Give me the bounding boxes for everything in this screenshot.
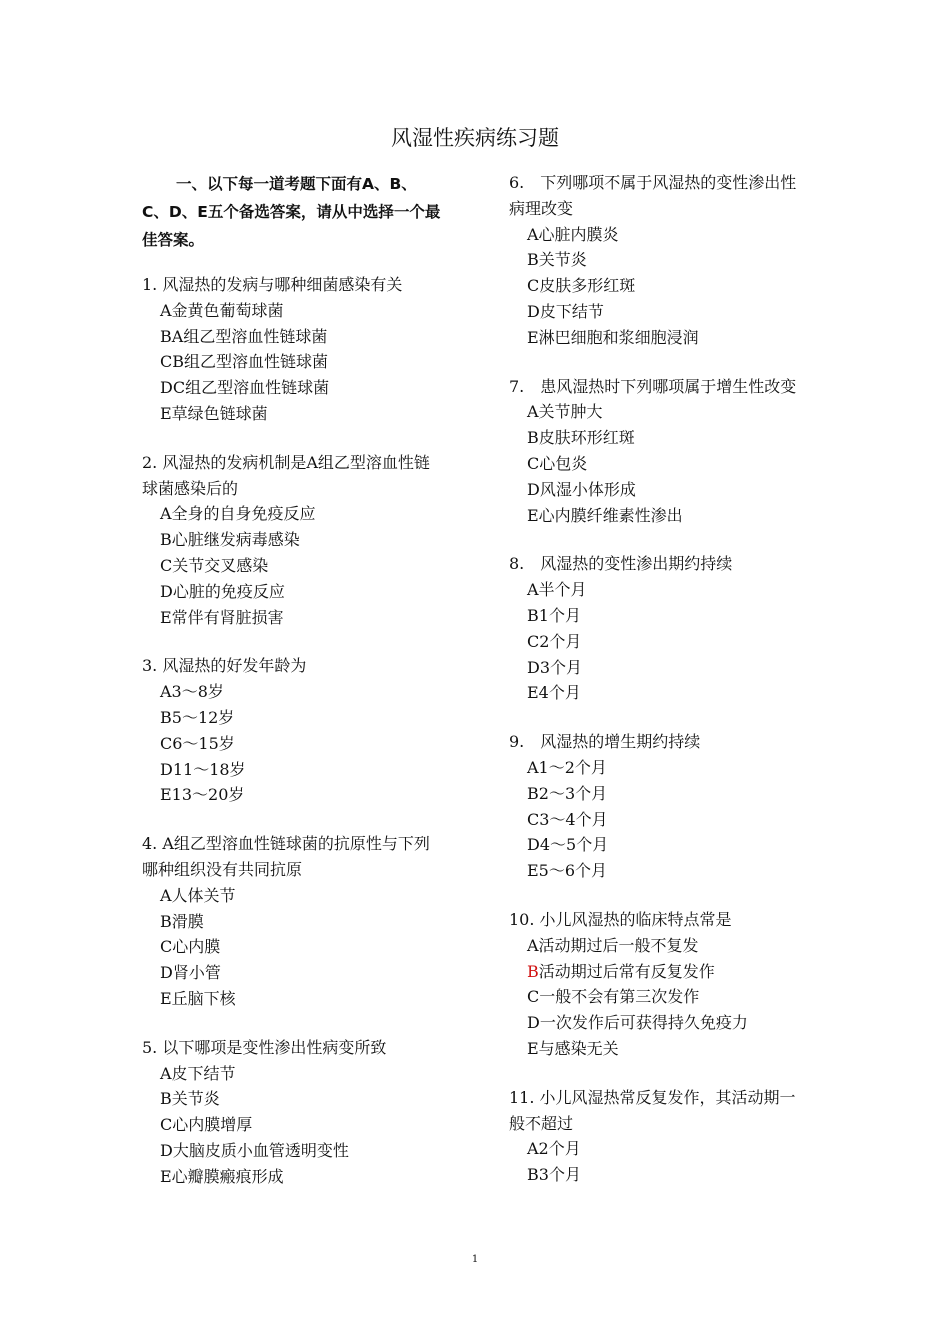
- option: C关节交叉感染: [160, 555, 269, 575]
- option: D肾小管: [160, 963, 221, 983]
- option: C一般不会有第三次发作: [527, 987, 700, 1007]
- option: A皮下结节: [160, 1063, 236, 1083]
- option: E淋巴细胞和浆细胞浸润: [527, 327, 699, 347]
- option: CB组乙型溶血性链球菌: [160, 352, 329, 372]
- option: C6～15岁: [160, 733, 235, 753]
- question-stem: 6. 下列哪项不属于风湿热的变性渗出性病理改变: [509, 173, 797, 218]
- option: E心瓣膜瘢痕形成: [160, 1166, 284, 1186]
- option: D大脑皮质小血管透明变性: [160, 1140, 349, 1160]
- question-4: [142, 831, 442, 1012]
- option: E与感染无关: [527, 1038, 619, 1058]
- option: E心内膜纤维素性渗出: [527, 505, 683, 525]
- question-stem: 10. 小儿风湿热的临床特点常是: [509, 909, 732, 929]
- question-2: [142, 450, 442, 631]
- option: B关节炎: [527, 250, 587, 270]
- option-highlighted: [509, 959, 809, 985]
- option: E5～6个月: [527, 861, 608, 881]
- page-number: 1: [471, 1254, 479, 1265]
- page-title: 风湿性疾病练习题: [391, 126, 559, 150]
- question-stem: 9. 风湿热的增生期约持续: [509, 732, 701, 752]
- option: A人体关节: [160, 885, 236, 905]
- option: E丘脑下核: [160, 988, 236, 1008]
- option: E常伴有肾脏损害: [160, 607, 284, 627]
- option: C心内膜: [160, 937, 221, 957]
- option: A2个月: [527, 1139, 581, 1159]
- question-7: [509, 374, 809, 529]
- option: B5～12岁: [160, 707, 235, 727]
- option: DC组乙型溶血性链球菌: [160, 378, 330, 398]
- option: A金黄色葡萄球菌: [160, 300, 284, 320]
- option: D心脏的免疫反应: [160, 581, 285, 601]
- right-column: [509, 170, 809, 1211]
- question-stem: 5. 以下哪项是变性渗出性病变所致: [142, 1037, 387, 1057]
- option: A活动期过后一般不复发: [527, 935, 699, 955]
- left-column: [142, 170, 442, 1213]
- question-11: [509, 1085, 809, 1188]
- option: BA组乙型溶血性链球菌: [160, 326, 328, 346]
- option: A半个月: [527, 580, 587, 600]
- question-stem: 4. A组乙型溶血性链球菌的抗原性与下列哪种组织没有共同抗原: [142, 834, 430, 879]
- option: B滑膜: [160, 911, 204, 931]
- section-heading: 一、以下每一道考题下面有A、B、C、D、E五个备选答案，请从中选择一个最佳答案。: [142, 175, 441, 249]
- option: D皮下结节: [527, 301, 604, 321]
- option: A3～8岁: [160, 682, 224, 702]
- option: D3个月: [527, 657, 583, 677]
- option: A1～2个月: [527, 757, 607, 777]
- option: C2个月: [527, 631, 582, 651]
- option: D一次发作后可获得持久免疫力: [527, 1013, 748, 1033]
- question-stem: 11. 小儿风湿热常反复发作，其活动期一般不超过: [509, 1087, 796, 1133]
- question-1: [142, 272, 442, 427]
- question-stem: 3. 风湿热的好发年龄为: [142, 656, 307, 676]
- option: B2～3个月: [527, 783, 608, 803]
- question-stem: 8. 风湿热的变性渗出期约持续: [509, 554, 733, 574]
- option: A关节肿大: [527, 402, 603, 422]
- question-10: [509, 907, 809, 1062]
- option: D11～18岁: [160, 759, 246, 779]
- option: B心脏继发病毒感染: [160, 530, 300, 550]
- option: E4个月: [527, 683, 581, 703]
- option: C皮肤多形红斑: [527, 276, 636, 296]
- option: B3个月: [527, 1165, 581, 1185]
- option: B关节炎: [160, 1089, 220, 1109]
- question-3: [142, 653, 442, 808]
- option: D4～5个月: [527, 835, 609, 855]
- option: C心包炎: [527, 453, 588, 473]
- question-6: [509, 170, 809, 351]
- option: E草绿色链球菌: [160, 403, 268, 423]
- question-5: [142, 1035, 442, 1190]
- question-8: [509, 551, 809, 706]
- option: E13～20岁: [160, 785, 245, 805]
- option-text: 活动期过后常有反复发作: [538, 961, 715, 981]
- option: B皮肤环形红斑: [527, 428, 635, 448]
- question-stem: 7. 患风湿热时下列哪项属于增生性改变: [509, 376, 797, 396]
- option: C3～4个月: [527, 809, 608, 829]
- option: C心内膜增厚: [160, 1115, 253, 1135]
- option: B1个月: [527, 605, 581, 625]
- option: A全身的自身免疫反应: [160, 504, 316, 524]
- highlighted-answer-letter: B: [527, 961, 539, 981]
- question-stem: 2. 风湿热的发病机制是A组乙型溶血性链球菌感染后的: [142, 452, 430, 498]
- option: D风湿小体形成: [527, 479, 636, 499]
- question-stem: 1. 风湿热的发病与哪种细菌感染有关: [142, 275, 403, 294]
- question-9: [509, 729, 809, 884]
- option: A心脏内膜炎: [527, 224, 619, 244]
